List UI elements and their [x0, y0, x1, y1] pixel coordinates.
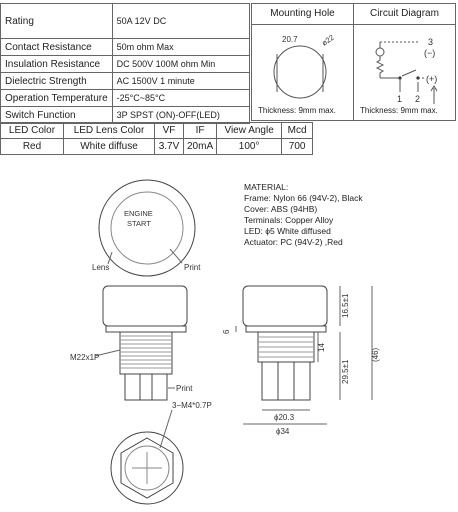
spec-value: 50m ohm Max: [112, 39, 249, 56]
pin-2-label: 2: [415, 94, 421, 104]
spec-value: AC 1500V 1 minute: [112, 73, 249, 90]
spec-value: 3P SPST (ON)-OFF(LED): [112, 107, 249, 124]
side-cap: [243, 286, 327, 326]
mounting-hole-title: Mounting Hole: [252, 4, 353, 25]
print-label: Print: [184, 263, 201, 272]
dim-cap-height: 16.5±1: [341, 293, 350, 318]
led-cell: 700: [282, 139, 313, 155]
top-view-lens: [111, 192, 183, 264]
side-terminals: [262, 362, 310, 400]
spec-key: Rating: [1, 4, 113, 39]
screws-leader: [160, 410, 172, 448]
print-label-2: Print: [176, 384, 193, 393]
led-header: LED Color: [1, 123, 64, 139]
led-header: VF: [155, 123, 184, 139]
thread-label: M22x1P: [70, 353, 100, 362]
dim-body-dia: ϕ20.3: [274, 413, 295, 422]
spec-key: Dielectric Strength: [1, 73, 113, 90]
spec-key: Switch Function: [1, 107, 113, 124]
material-line: Frame: Nylon 66 (94V-2), Black: [244, 193, 363, 203]
material-line: MATERIAL:: [244, 182, 289, 192]
spec-value: -25°C~85°C: [112, 90, 249, 107]
pin-3-label: 3: [428, 37, 434, 47]
material-line: LED: ϕ5 White diffused: [244, 226, 331, 236]
spec-value: 50A 12V DC: [112, 4, 249, 39]
dim-thread-length: 14: [317, 343, 326, 352]
print-leader: [170, 249, 182, 263]
material-line: Cover: ABS (94HB): [244, 204, 318, 214]
start-label: START: [127, 219, 151, 228]
dim-total-height: (46): [371, 347, 380, 362]
minus-label: (−): [424, 48, 436, 58]
led-cell: 3.7V: [155, 139, 184, 155]
dim-cap-dia: ϕ34: [276, 427, 290, 436]
material-line: Terminals: Copper Alloy: [244, 215, 334, 225]
led-cell: 20mA: [184, 139, 217, 155]
screws-label: 3−M4*0.7P: [172, 401, 212, 410]
led-header: IF: [184, 123, 217, 139]
led-cell: 100°: [217, 139, 282, 155]
spec-key: Insulation Resistance: [1, 56, 113, 73]
hole-dim-flat: 20.7: [282, 35, 298, 44]
led-header: LED Lens Color: [64, 123, 155, 139]
spec-value: DC 500V 100M ohm Min: [112, 56, 249, 73]
circuit-diagram-title: Circuit Diagram: [354, 4, 455, 25]
led-header: View Angle: [217, 123, 282, 139]
spec-key: Operation Temperature: [1, 90, 113, 107]
front-terminals: [125, 374, 167, 400]
spec-key: Contact Resistance: [1, 39, 113, 56]
plus-label: (+): [426, 74, 438, 84]
mounting-thickness: Thickness: 9mm max.: [258, 106, 336, 115]
front-cap: [103, 286, 187, 326]
led-cell: Red: [1, 139, 64, 155]
dim-flange: 6: [222, 329, 231, 334]
circuit-thickness: Thickness: 9mm max.: [360, 106, 438, 115]
pin-1-label: 1: [397, 94, 403, 104]
engine-label: ENGINE: [124, 209, 153, 218]
led-header: Mcd: [282, 123, 313, 139]
dim-body-height: 29.5±1: [341, 359, 350, 384]
material-line: Actuator: PC (94V-2) ,Red: [244, 237, 343, 247]
lens-label: Lens: [92, 263, 110, 272]
hole-dim-dia: ø22: [319, 32, 336, 48]
led-cell: White diffuse: [64, 139, 155, 155]
